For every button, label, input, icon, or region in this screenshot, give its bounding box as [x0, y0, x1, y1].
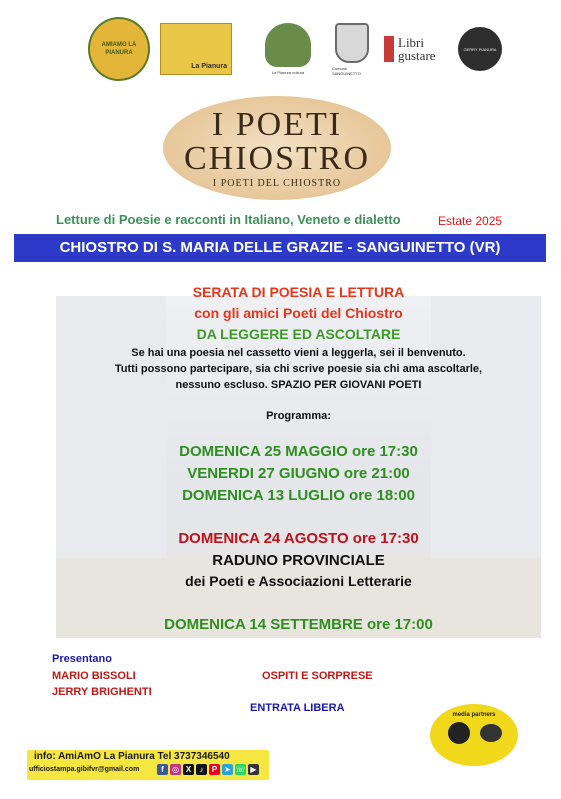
libri-text: Libri	[398, 35, 424, 50]
amiamo-logo-text: AMIAMO LA PIANURA	[101, 42, 137, 56]
amiamo-la-pianura-logo	[88, 18, 150, 80]
telegram-icon[interactable]: ➤	[222, 764, 233, 775]
info-phone: info: AmiAmO La Pianura Tel 3737346540	[34, 751, 230, 762]
tiktok-icon[interactable]: ♪	[196, 764, 207, 775]
presentano-label: Presentano	[52, 653, 112, 665]
book-tree-caption: La Pianura cultura	[271, 70, 305, 75]
brand-line2: CHIOSTRO	[183, 140, 371, 177]
final-date: DOMENICA 14 SETTEMBRE ore 17:00	[164, 616, 433, 633]
date-3: DOMENICA 13 LUGLIO ore 18:00	[182, 487, 415, 504]
facebook-icon[interactable]: f	[157, 764, 168, 775]
tagline: Letture di Poesie e racconti in Italiano, Veneto e dialetto	[56, 212, 401, 227]
description-line1: Se hai una poesia nel cassetto vieni a leggerla, sei il benvenuto.	[131, 347, 466, 359]
date-2: VENERDI 27 GIUGNO ore 21:00	[187, 465, 410, 482]
libri-gustare-logo	[384, 18, 446, 80]
round-dark-logo	[456, 18, 504, 80]
programma-label: Programma:	[266, 410, 331, 422]
tagline-2: DA LEGGERE ED ASCOLTARE	[196, 326, 401, 342]
description-line3: nessuno escluso. SPAZIO PER GIOVANI POETI	[175, 379, 422, 391]
ospiti-label: OSPITI E SORPRESE	[262, 670, 373, 682]
gustare-text: gustare	[398, 48, 436, 63]
brand-subtitle: I POETI DEL CHIOSTRO	[212, 178, 342, 189]
presenter-2: JERRY BRIGHENTI	[52, 686, 152, 698]
presenter-1: MARIO BISSOLI	[52, 670, 136, 682]
special-date: DOMENICA 24 AGOSTO ore 17:30	[178, 530, 419, 547]
coat-of-arms-icon	[335, 23, 369, 63]
date-1: DOMENICA 25 MAGGIO ore 17:30	[179, 443, 418, 460]
pelican-logo-text: La Pianura	[191, 63, 227, 70]
media-partners-text: media partners	[452, 712, 496, 718]
book-tree-logo	[258, 18, 318, 80]
raduno-subtitle: dei Poeti e Associazioni Letterarie	[185, 573, 412, 589]
tree-icon	[265, 23, 311, 67]
raduno-title: RADUNO PROVINCIALE	[212, 552, 385, 569]
info-email[interactable]: ufficiostampa.gibifvr@gmail.com	[29, 766, 140, 773]
x-icon[interactable]: X	[183, 764, 194, 775]
brand-line1: I POETI	[211, 106, 343, 143]
comune-caption: Comune SANGUINETTO	[332, 65, 361, 76]
entrata-libera: ENTRATA LIBERA	[250, 702, 345, 714]
youtube-icon[interactable]: ▶	[248, 764, 259, 775]
comune-logo	[332, 18, 372, 80]
round-logo-text: GERRY PIANURA	[463, 46, 497, 52]
partner-logo-icon	[480, 724, 502, 742]
location-banner: CHIOSTRO DI S. MARIA DELLE GRAZIE - SANGUINETTO (VR)	[14, 234, 546, 262]
instagram-icon[interactable]: ◎	[170, 764, 181, 775]
partner-logo-icon	[448, 722, 470, 744]
headline: SERATA DI POESIA E LETTURA	[192, 284, 405, 300]
subhead: con gli amici Poeti del Chiostro	[194, 305, 403, 321]
pelican-logo	[160, 18, 232, 80]
season-label: Estate 2025	[438, 214, 503, 228]
pinterest-icon[interactable]: P	[209, 764, 220, 775]
whatsapp-icon[interactable]: ☏	[235, 765, 246, 774]
media-partners-badge	[430, 704, 518, 766]
book-icon	[384, 36, 394, 62]
description-line2: Tutti possono partecipare, sia chi scrive poesie sia chi ama ascoltarle,	[114, 363, 483, 375]
